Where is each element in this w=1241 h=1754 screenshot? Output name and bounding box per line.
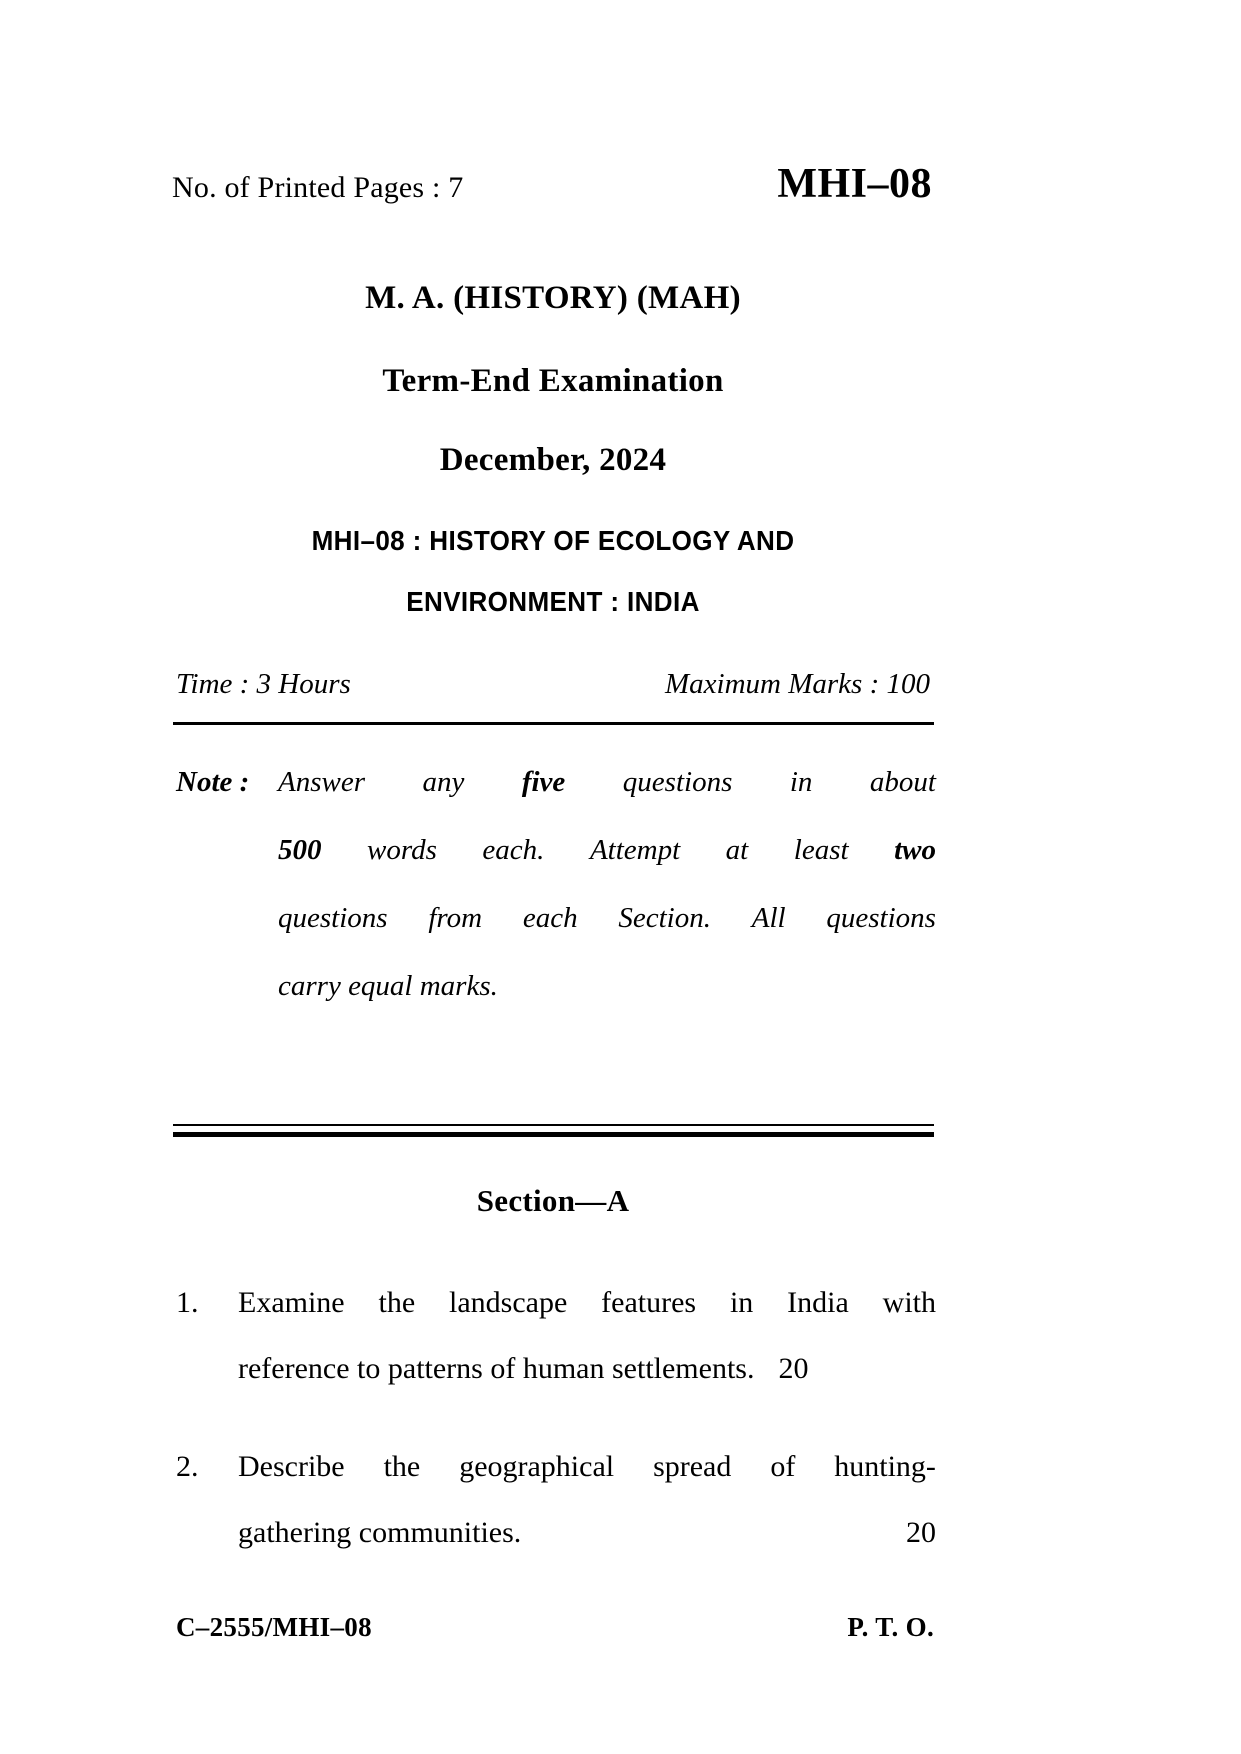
page-footer — [176, 1612, 934, 1643]
note-word: questions — [826, 902, 936, 934]
question-text: gathering communities. — [238, 1516, 522, 1549]
page-header — [172, 160, 934, 208]
note-label: Note : — [176, 766, 250, 798]
question-word: hunting- — [834, 1450, 936, 1483]
programme-title: M. A. (HISTORY) (MAH) — [365, 280, 741, 316]
question-marks: 20 — [906, 1516, 936, 1549]
question-item — [176, 1270, 936, 1402]
note-word: Attempt — [589, 834, 681, 866]
question-word: India — [787, 1286, 849, 1319]
question-word: with — [882, 1286, 936, 1319]
question-body — [238, 1270, 936, 1402]
question-text-line — [238, 1270, 936, 1336]
note-word: least — [793, 834, 849, 866]
paper-title-line-2: ENVIRONMENT : INDIA — [406, 586, 700, 617]
question-list — [176, 1270, 936, 1598]
note-line-2 — [278, 816, 936, 884]
note-word: Answer — [278, 766, 365, 798]
note-emphasis-500: 500 — [278, 834, 322, 866]
paper-reference: C–2555/MHI–08 — [176, 1612, 372, 1642]
question-text-line — [238, 1434, 936, 1500]
examination-session: December, 2024 — [439, 442, 667, 478]
printed-pages-label: No. of Printed Pages : 7 — [172, 171, 464, 204]
question-text: reference to patterns of human settlements. — [238, 1352, 755, 1385]
question-body — [238, 1434, 936, 1566]
note-word: any — [422, 766, 465, 798]
exam-duration: Time : 3 Hours — [176, 668, 351, 700]
question-number: 2. — [176, 1450, 199, 1483]
horizontal-rule-double — [173, 1124, 934, 1136]
examination-title: Term-End Examination — [382, 363, 724, 399]
note-word: in — [789, 766, 813, 798]
exam-info-row — [176, 668, 932, 701]
question-text-line — [238, 1500, 936, 1566]
pto-label: P. T. O. — [847, 1612, 934, 1642]
note-line-1-body — [278, 748, 936, 816]
maximum-marks: Maximum Marks : 100 — [665, 668, 930, 700]
note-word: from — [428, 902, 483, 934]
question-text-line — [238, 1336, 936, 1402]
note-word: about — [869, 766, 936, 798]
note-word: at — [725, 834, 749, 866]
note-word: questions — [622, 766, 733, 798]
question-word: landscape — [449, 1286, 568, 1319]
paper-title-line-1: MHI–08 : HISTORY OF ECOLOGY AND — [311, 525, 795, 556]
note-emphasis-five: five — [521, 766, 566, 798]
question-word: features — [601, 1286, 697, 1319]
note-word: All — [751, 902, 786, 934]
question-word: of — [770, 1450, 796, 1483]
question-word: geographical — [459, 1450, 615, 1483]
question-word: spread — [653, 1450, 732, 1483]
question-word: the — [383, 1450, 421, 1483]
question-word: in — [729, 1286, 754, 1319]
horizontal-rule-single — [173, 722, 934, 725]
note-line-1 — [176, 748, 936, 816]
note-word: each. — [482, 834, 545, 866]
note-line-4 — [278, 952, 936, 1020]
note-word: words — [367, 834, 437, 866]
rule-thin — [173, 1124, 934, 1126]
rule-thick — [173, 1132, 934, 1137]
note-word: carry equal marks. — [278, 970, 498, 1002]
question-marks: 20 — [778, 1352, 809, 1385]
note-emphasis-two: two — [894, 834, 936, 866]
course-code-header: MHI–08 — [777, 161, 932, 207]
question-number: 1. — [176, 1286, 199, 1319]
question-word: Examine — [238, 1286, 345, 1319]
note-word: Section. — [618, 902, 711, 934]
note-word: each — [522, 902, 578, 934]
note-line-3 — [278, 884, 936, 952]
question-word: Describe — [238, 1450, 345, 1483]
question-item — [176, 1434, 936, 1566]
note-word: questions — [278, 902, 388, 934]
section-heading: Section—A — [476, 1183, 630, 1218]
instructions-note — [176, 748, 936, 1020]
question-word: the — [378, 1286, 416, 1319]
